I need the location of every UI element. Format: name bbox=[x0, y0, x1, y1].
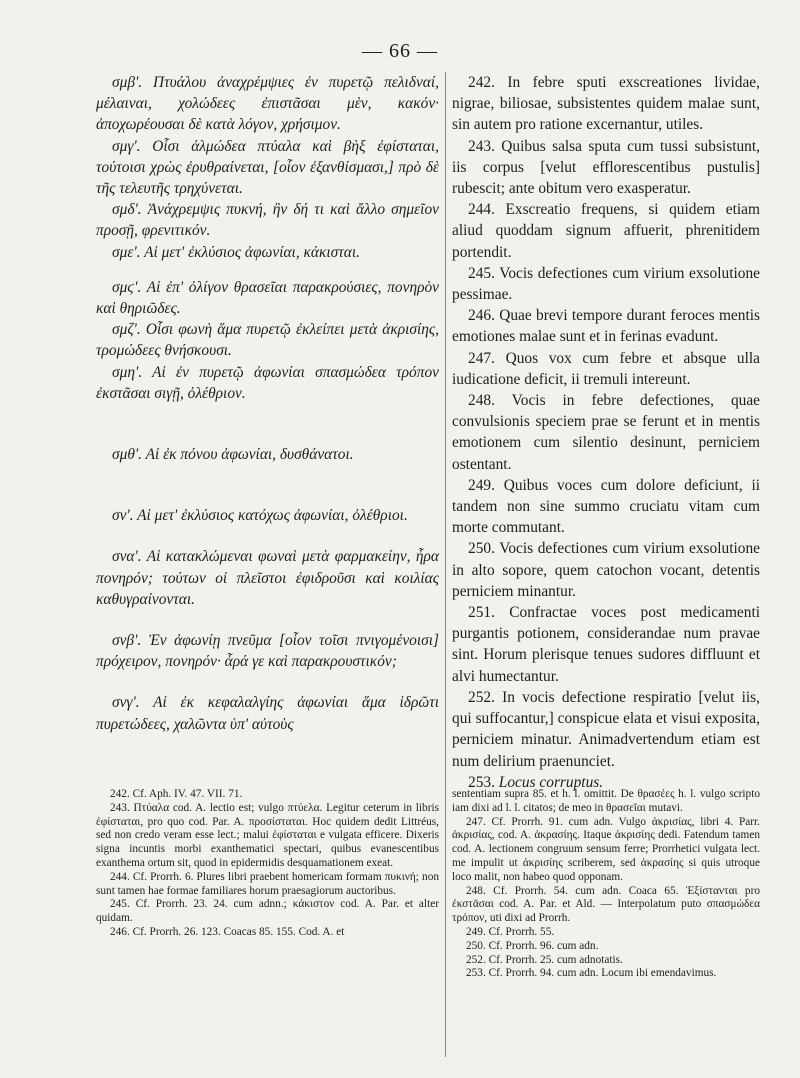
footnotes-left bbox=[96, 788, 439, 940]
latin-aphorism-247: 247. Quos vox cum febre et absque ulla iudicatione deficit, ii tremuli intereunt. bbox=[452, 349, 760, 388]
footnote-253: 253. Cf. Prorrh. 94. cum adn. Locum ibi emendavimus. bbox=[466, 967, 717, 980]
latin-aphorism-253: 253. Locus corruptus. bbox=[468, 773, 604, 791]
greek-aphorism-251: σνα'. Αἱ κατακλώμεναι φωναὶ μετὰ φαρμακείην, ἦρα πονηρόν; τούτων οἱ πλεῖστοι ἐφιδροῦσι καὶ κοιλίας καθυγραίνονται. bbox=[96, 548, 439, 608]
greek-aphorism-252: σνβ'. Ἐν ἀφωνίῃ πνεῦμα [οἷον τοῖσι πνιγομένοισι] πρόχειρον, πονηρόν· ἆρά γε καὶ παρακρουστικόν; bbox=[96, 632, 439, 671]
latin-aphorism-242: 242. In febre sputi exscreationes lividae, nigrae, biliosae, subsistentes quidem malae sunt, sin autem pro ratione excernantur, utiles. bbox=[452, 74, 760, 134]
greek-aphorism-249: σμθ'. Αἱ ἐκ πόνου ἀφωνίαι, δυσθάνατοι. bbox=[112, 446, 354, 464]
footnotes-right bbox=[452, 788, 760, 981]
footnote-247: 247. Cf. Prorrh. 91. cum adn. Vulgo ἀκρισίας, libri 4. Parr. ἀκρισίας, cod. A. ἀκρασίης. Itaque ἀκρισίης dedi. Fatendum tamen cod. A. lectionem congruum sensum ferre; Prorrhetici vulgata lect. me impulit ut ἀκρισίης scriberem, sed ἀκρασίης si quis utroque loco malit, non habeo quod opponam. bbox=[452, 815, 760, 883]
greek-aphorism-248: σμη'. Αἱ ἐν πυρετῷ ἀφωνίαι σπασμώδεα τρόπον ἐκστᾶσαι σιγῇ, ὀλέθριον. bbox=[96, 363, 439, 402]
greek-text-column bbox=[96, 72, 439, 735]
greek-aphorism-242: σμβ'. Πτυάλου ἀναχρέμψιες ἐν πυρετῷ πελιδναί, μέλαιναι, χολώδεες ἐπιστᾶσαι μὲν, κακόν· ἀποχωρέουσαι δὲ κατὰ λόγον, χρήσιμον. bbox=[96, 74, 439, 134]
latin-aphorism-250: 250. Vocis defectiones cum virium exsolutione in alto sopore, quem catochon vocant, detentis perniciem minantur. bbox=[452, 540, 760, 600]
footnote-249: 249. Cf. Prorrh. 55. bbox=[466, 925, 555, 938]
footnote-244: 244. Cf. Prorrh. 6. Plures libri praebent homericam formam πυκινή; non sunt tamen hae formae familiares horum praesagiorum auctoribus. bbox=[96, 870, 439, 897]
latin-aphorism-246: 246. Quae brevi tempore durant feroces mentis emotiones malae sunt et in ferinas evadunt. bbox=[452, 307, 760, 346]
greek-aphorism-246: σμϛ'. Αἱ ἐπ' ὀλίγον θρασεῖαι παρακρούσιες, πονηρὸν καὶ θηριῶδες. bbox=[96, 278, 439, 318]
greek-aphorism-253: σνγ'. Αἱ ἐκ κεφαλαλγίης ἀφωνίαι ἅμα ἱδρῶτι πυρετώδεες, χαλῶντα ὑπ' αὐτοὺς bbox=[96, 694, 439, 733]
latin-aphorism-248: 248. Vocis in febre defectiones, quae convulsionis speciem prae se ferunt et in mentis emotionem cum silentio desinunt, perniciem ostentant. bbox=[452, 392, 760, 473]
greek-aphorism-243: σμγ'. Οἷσι ἁλμώδεα πτύαλα καὶ βὴξ ἐφίσταται, τούτοισι χρὼς ἐρυθραίνεται, [οἷον ἐξανθίσμασι,] πρὸ δὲ τῆς τελευτῆς τρηχύνεται. bbox=[96, 137, 439, 198]
footnote-246-continued: sententiam supra 85. et h. l. omittit. De θρασέες h. l. vulgo scripto iam dixi ad l. l. citatos; de meo in θρασεῖαι mutavi. bbox=[452, 788, 760, 814]
footnote-250: 250. Cf. Prorrh. 96. cum adn. bbox=[466, 939, 599, 952]
greek-aphorism-244: σμδ'. Ἀνάχρεμψις πυκνή, ἣν δή τι καὶ ἄλλο σημεῖον προσῇ, φρενιτικόν. bbox=[96, 201, 439, 240]
greek-aphorism-247: σμζ'. Οἷσι φωνὴ ἅμα πυρετῷ ἐκλείπει μετὰ ἀκρισίης, τρομώδεες θνήσκουσι. bbox=[96, 321, 439, 360]
page-number: — 66 — bbox=[362, 40, 438, 62]
latin-aphorism-252: 252. In vocis defectione respiratio [velut iis, qui suffocantur,] conspicue elata et visui exposita, perniciem minatur. Animadvertendum etiam est num delirium praenunciet. bbox=[452, 688, 760, 770]
latin-aphorism-244: 244. Exscreatio frequens, si quidem etiam aliud quoddam signum affuerit, phrenitidem portendit. bbox=[452, 201, 760, 261]
greek-aphorism-250: σν'. Αἱ μετ' ἐκλύσιος κατόχως ἀφωνίαι, ὀλέθριοι. bbox=[112, 507, 408, 525]
latin-aphorism-243: 243. Quibus salsa sputa cum tussi subsistunt, iis corpus [velut efflorescentibus pustulis] rubescit; ante obitum vero exasperatur. bbox=[452, 137, 760, 198]
latin-aphorism-251: 251. Confractae voces post medicamenti purgantis potionem, considerandae num pravae sint. Horum plerisque tenues sudores diffluunt et alvi humectantur. bbox=[452, 604, 760, 685]
greek-aphorism-245: σμε'. Αἱ μετ' ἐκλύσιος ἀφωνίαι, κάκισται. bbox=[112, 243, 360, 261]
footnote-248: 248. Cf. Prorrh. 54. cum adn. Coaca 65. Ἐξίστανται pro ἐκστᾶσαι cod. A. Par. et Ald. — Interpolatum puto σπασμώδεα τρόπον, uti dixi ad Prorrh. bbox=[452, 884, 760, 925]
latin-aphorism-245: 245. Vocis defectiones cum virium exsolutione pessimae. bbox=[452, 264, 760, 304]
footnote-243: 243. Πτύαλα cod. A. lectio est; vulgo πτύελα. Legitur ceterum in libris ἐφίσταται, pro quo cod. Par. A. προσίσταται. Hoc quidem dedit Littréus, sed non credo veram esse lect.; malui ἐφίσταται e vulgata efficere. Dixeris signa incuntis morbi exanthematici spectari, quibus evanescentibus exanthema ortum sit, quod in epidermidis desquamationem exeat. bbox=[96, 801, 439, 869]
footnote-246: 246. Cf. Prorrh. 26. 123. Coacas 85. 155. Cod. A. et bbox=[110, 925, 345, 938]
latin-text-column bbox=[452, 72, 760, 793]
footnote-242: 242. Cf. Aph. IV. 47. VII. 71. bbox=[110, 788, 243, 800]
latin-aphorism-249: 249. Quibus voces cum dolore deficiunt, ii tandem non sine summo cruciatu vitam cum morte commutant. bbox=[452, 476, 760, 537]
footnote-245: 245. Cf. Prorrh. 23. 24. cum adnn.; κάκιστον cod. A. Par. et alter quidam. bbox=[96, 898, 439, 925]
footnote-252: 252. Cf. Prorrh. 25. cum adnotatis. bbox=[466, 953, 623, 966]
column-divider bbox=[445, 72, 446, 1057]
